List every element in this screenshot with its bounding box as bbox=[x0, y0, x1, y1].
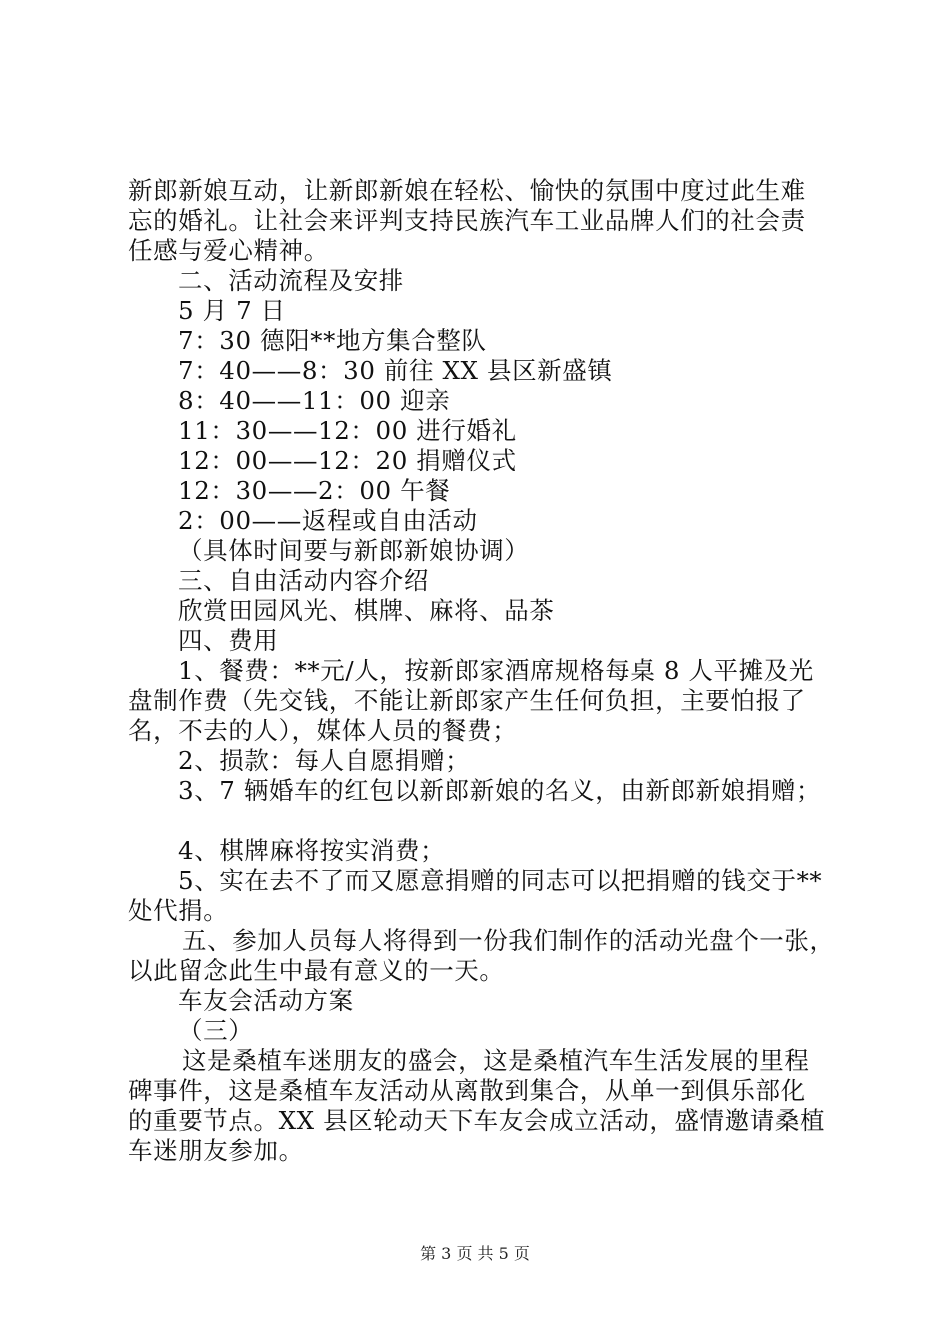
fee-item: 4、棋牌麻将按实消费； bbox=[178, 836, 446, 865]
schedule-item: 8：40——11：00 迎亲 bbox=[178, 386, 451, 415]
fee-item-continued: 处代捐。 bbox=[128, 896, 229, 925]
page-footer: 第 3 页 共 5 页 bbox=[420, 1244, 530, 1263]
fee-item: 1、餐费：**元/人，按新郎家酒席规格每桌 8 人平摊及光 bbox=[178, 656, 814, 685]
section-heading: 五、参加人员每人将得到一份我们制作的活动光盘个一张， bbox=[182, 926, 835, 955]
paragraph-line: 碑事件，这是桑植车友活动从离散到集合，从单一到俱乐部化 bbox=[128, 1076, 806, 1105]
document-body bbox=[128, 176, 838, 1166]
schedule-item: 11：30——12：00 进行婚礼 bbox=[178, 416, 517, 445]
paragraph-line: 的重要节点。XX 县区轮动天下车友会成立活动，盛情邀请桑植 bbox=[128, 1106, 826, 1135]
section-heading: 二、活动流程及安排 bbox=[178, 266, 404, 295]
paragraph-line: 新郎新娘互动，让新郎新娘在轻松、愉快的氛围中度过此生难 bbox=[128, 176, 806, 205]
document-title: 车友会活动方案 bbox=[178, 986, 354, 1015]
fee-item: 3、7 辆婚车的红包以新郎新娘的名义，由新郎新娘捐赠； bbox=[178, 776, 822, 805]
paragraph-line: 以此留念此生中最有意义的一天。 bbox=[128, 956, 505, 985]
paragraph-line: 任感与爱心精神。 bbox=[128, 236, 329, 265]
schedule-date: 5 月 7 日 bbox=[178, 296, 286, 325]
schedule-item: 7：40——8：30 前往 XX 县区新盛镇 bbox=[178, 356, 613, 385]
fee-item: 5、实在去不了而又愿意捐赠的同志可以把捐赠的钱交于** bbox=[178, 866, 823, 895]
section-heading: 四、费用 bbox=[178, 626, 279, 655]
fee-item: 2、损款：每人自愿捐赠； bbox=[178, 746, 471, 775]
fee-item-continued: 名，不去的人），媒体人员的餐费； bbox=[128, 716, 518, 745]
paragraph-line: 忘的婚礼。让社会来评判支持民族汽车工业品牌人们的社会责 bbox=[128, 206, 806, 235]
blank-line bbox=[128, 806, 838, 836]
section-number: （三） bbox=[178, 1016, 254, 1045]
paragraph-line: 车迷朋友参加。 bbox=[128, 1136, 304, 1165]
schedule-item: 12：00——12：20 捐赠仪式 bbox=[178, 446, 517, 475]
schedule-item: 7：30 德阳**地方集合整队 bbox=[178, 326, 487, 355]
paragraph-line: 欣赏田园风光、棋牌、麻将、品茶 bbox=[178, 596, 555, 625]
section-heading: 三、自由活动内容介绍 bbox=[178, 566, 429, 595]
fee-item-continued: 盘制作费（先交钱，不能让新郎家产生任何负担，主要怕报了 bbox=[128, 686, 806, 715]
schedule-note: （具体时间要与新郎新娘协调） bbox=[178, 536, 530, 565]
schedule-item: 2：00——返程或自由活动 bbox=[178, 506, 478, 535]
schedule-item: 12：30——2：00 午餐 bbox=[178, 476, 451, 505]
paragraph-line: 这是桑植车迷朋友的盛会，这是桑植汽车生活发展的里程 bbox=[182, 1046, 810, 1075]
